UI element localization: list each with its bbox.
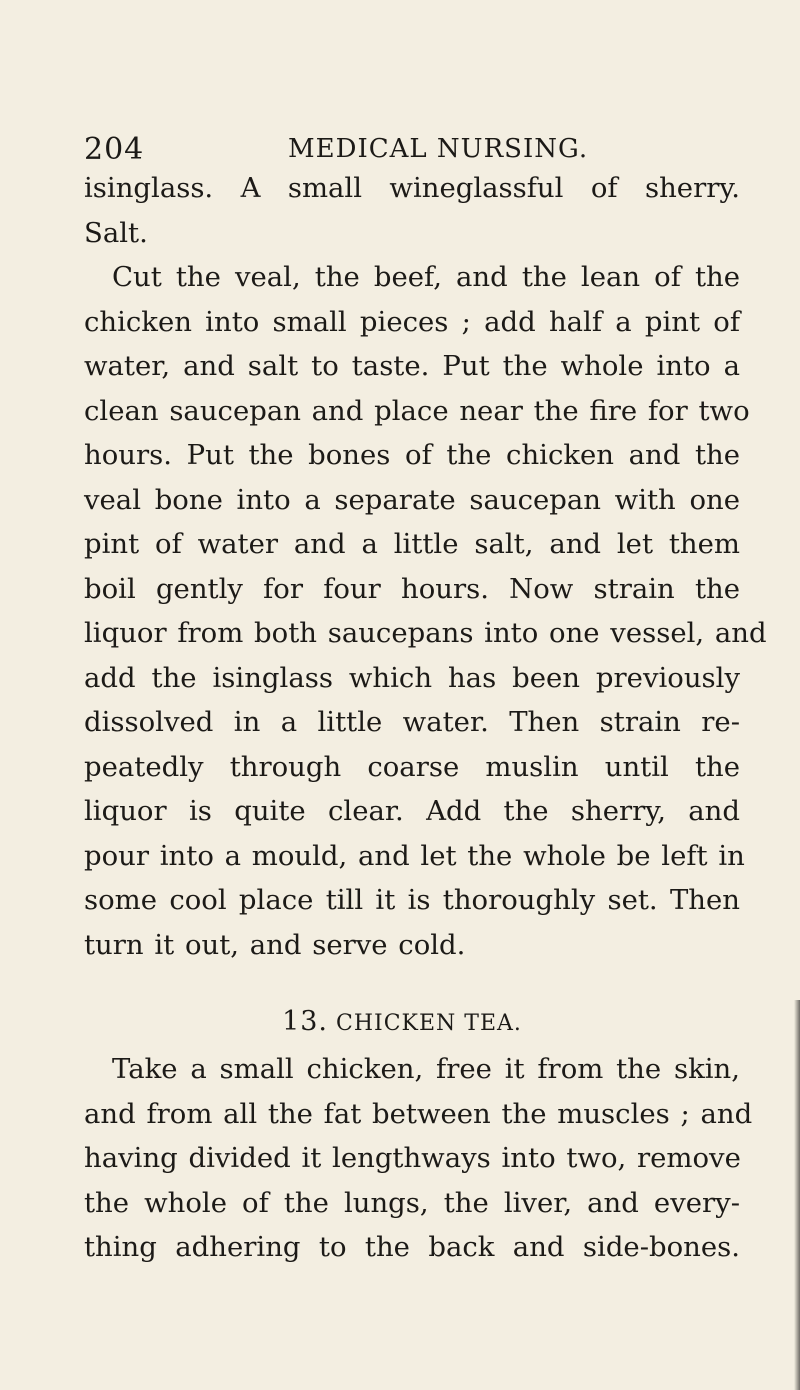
text-line: chicken into small pieces ; add half a pint of	[84, 305, 740, 338]
text-line: hours. Put the bones of the chicken and the	[84, 439, 740, 471]
text-line: Salt.	[84, 216, 148, 249]
recipe-continuation-paragraph	[84, 166, 767, 967]
text-line: veal bone into a separate saucepan with one	[84, 483, 740, 516]
page-number: 204	[84, 132, 145, 167]
text-line: clean saucepan and place near the fire for two	[84, 394, 750, 427]
text-line: having divided it lengthways into two, remove	[84, 1142, 741, 1174]
text-line: water, and salt to taste. Put the whole into a	[84, 350, 740, 382]
section-title: CHICKEN TEA.	[336, 1011, 522, 1036]
text-line: add the isinglass which has been previously	[84, 661, 740, 694]
running-title: MEDICAL NURSING.	[288, 134, 589, 164]
text-line: pour into a mould, and let the whole be left in	[84, 839, 745, 872]
page-edge-shadow	[794, 1000, 800, 1390]
text-line: the whole of the lungs, the liver, and every-	[84, 1186, 740, 1219]
chicken-tea-paragraph	[84, 1047, 753, 1270]
text-line: thing adhering to the back and side-bones.	[84, 1231, 740, 1263]
text-line: and from all the fat between the muscles ; and	[84, 1097, 753, 1130]
text-line: dissolved in a little water. Then strain re-	[84, 706, 740, 738]
text-line: peatedly through coarse muslin until the	[84, 750, 740, 783]
section-heading	[0, 1006, 800, 1037]
text-line: Take a small chicken, free it from the skin,	[112, 1053, 740, 1085]
text-line: Cut the veal, the beef, and the lean of the	[112, 261, 740, 293]
section-number: 13.	[282, 1006, 329, 1037]
text-line: pint of water and a little salt, and let them	[84, 528, 740, 560]
text-line: boil gently for four hours. Now strain the	[84, 572, 740, 605]
text-line: liquor is quite clear. Add the sherry, and	[84, 795, 740, 827]
text-line: isinglass. A small wineglassful of sherry.	[84, 172, 740, 204]
text-line: some cool place till it is thoroughly set. Then	[84, 884, 740, 916]
text-line: liquor from both saucepans into one vessel, and	[84, 617, 767, 649]
text-line: turn it out, and serve cold.	[84, 928, 466, 961]
